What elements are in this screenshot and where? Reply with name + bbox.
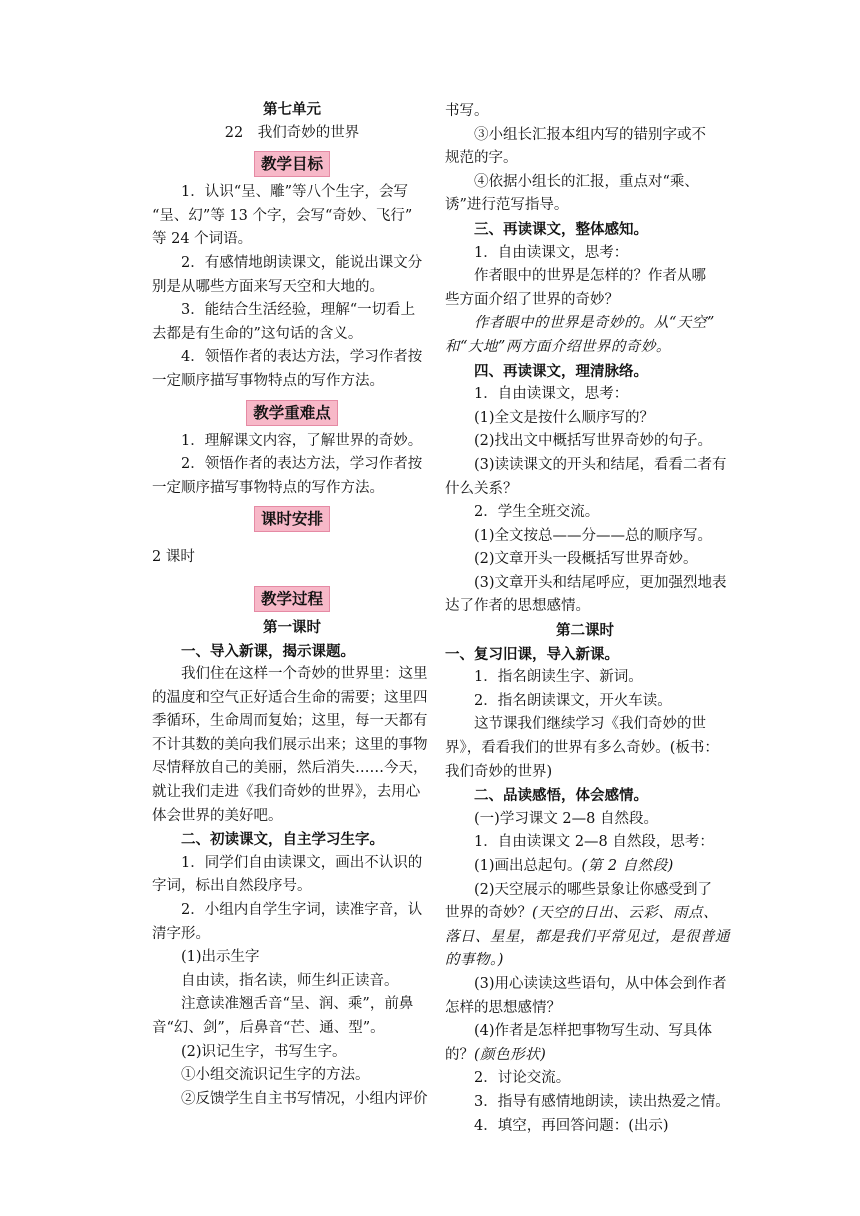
label-process: 教学过程	[254, 586, 330, 612]
text-line: 怎样的思想感情？	[445, 999, 561, 1016]
label-goals: 教学目标	[254, 151, 330, 177]
text-line: 2．讨论交流。	[474, 1070, 571, 1087]
answer-line: 和“大地”两方面介绍世界的奇妙。	[445, 338, 671, 355]
goal-line: 1．认识“呈、雕”等八个生字，会写	[181, 184, 409, 201]
heading-first-read: 二、初读课文，自主学习生字。	[181, 831, 384, 849]
section-label-schedule	[152, 500, 432, 536]
text-line: 1．指名朗读生字、新词。	[474, 669, 643, 686]
text-line: 1．自由读课文 2—8 自然段，思考：	[474, 834, 714, 851]
text-line: ③小组长汇报本组内写的错别字或不	[474, 126, 706, 143]
text-line: (1)全文按总——分——总的顺序写。	[474, 527, 713, 544]
second-lesson-title: 第二课时	[556, 622, 614, 640]
read-line: 2．小组内自学生字词，读准字音，认	[181, 902, 423, 919]
intro-line: 我们住在这样一个奇妙的世界里：这里	[181, 666, 428, 683]
goal-line: 3．能结合生活经验，理解“一切看上	[181, 302, 416, 319]
intro-line: 不计其数的美向我们展示出来；这里的事物	[152, 736, 428, 753]
text-line: 2．学生全班交流。	[474, 504, 600, 521]
read-line: (2)识记生字，书写生字。	[181, 1043, 347, 1060]
text-line: (2)文章开头一段概括写世界奇妙。	[474, 551, 698, 568]
heading-appreciate: 二、品读感悟，体会感情。	[474, 787, 648, 805]
section-label-process	[152, 580, 432, 616]
read-line: 清字形。	[152, 925, 210, 942]
text-line: 些方面介绍了世界的奇妙？	[445, 291, 619, 308]
heading-structure: 四、再读课文，理清脉络。	[474, 362, 648, 380]
answer-text: (天空的日出、云彩、雨点、	[532, 905, 719, 922]
intro-line: 就让我们走进《我们奇妙的世界》，去用心	[152, 784, 421, 801]
text-line: (3)文章开头和结尾呼应，更加强烈地表	[474, 574, 727, 591]
first-lesson-title: 第一课时	[263, 618, 321, 636]
goal-line: 去都是有生命的”这句话的含义。	[152, 325, 363, 342]
heading-overview: 三、再读课文，整体感知。	[474, 220, 648, 238]
text-line: ④依据小组长的汇报，重点对“乘、	[474, 173, 699, 190]
text-line: 2．指名朗读课文，开火车读。	[474, 692, 672, 709]
text-line: 书写。	[445, 103, 489, 119]
intro-line: 季循环，生命周而复始；这里，每一天都有	[152, 713, 428, 730]
answer-text: (第 2 自然段)	[581, 858, 674, 874]
question-text: (1)画出总起句。	[474, 858, 582, 874]
section-label-key	[152, 394, 432, 430]
text-line: 4．填空，再回答问题：(出示)	[474, 1117, 669, 1134]
lesson-title: 22 我们奇妙的世界	[224, 124, 360, 141]
answer-line: 作者眼中的世界是奇妙的。从“天空”	[474, 315, 715, 332]
text-line: (3)读读课文的开头和结尾，看看二者有	[474, 456, 727, 473]
right-column	[445, 100, 730, 1138]
text-line: 3．指导有感情地朗读，读出热爱之情。	[474, 1093, 730, 1110]
text-line: (1)全文是按什么顺序写的？	[474, 409, 655, 426]
intro-line: 尽情释放自己的美丽，然后消失……今天，	[152, 760, 428, 777]
text-line: 我们奇妙的世界)	[445, 763, 553, 780]
key-line: 一定顺序描写事物特点的写作方法。	[152, 479, 384, 496]
read-line: 字词，标出自然段序号。	[152, 878, 312, 895]
text-line: 这节课我们继续学习《我们奇妙的世	[474, 716, 706, 733]
key-line: 1．理解课文内容，了解世界的奇妙。	[181, 432, 423, 449]
read-line: 自由读，指名读，师生纠正读音。	[181, 972, 399, 989]
text-line: 诱”进行范写指导。	[445, 197, 569, 214]
answer-line: 落日、星星，都是我们平常见过，是很普通	[445, 928, 730, 945]
goal-line: 别是从哪些方面来写天空和大地的。	[152, 278, 384, 295]
text-line: 1．自由读课文，思考：	[474, 386, 629, 403]
answer-line: 的事物。)	[445, 952, 504, 969]
question-text: 的？	[445, 1046, 474, 1063]
text-line	[445, 902, 725, 926]
text-line: (2)找出文中概括写世界奇妙的句子。	[474, 433, 713, 450]
goal-line: 一定顺序描写事物特点的写作方法。	[152, 372, 384, 389]
goal-line: 2．有感情地朗读课文，能说出课文分	[181, 254, 423, 271]
key-line: 2．领悟作者的表达方法，学习作者按	[181, 456, 423, 473]
answer-text: (颜色形状)	[474, 1046, 547, 1063]
text-line: 什么关系？	[445, 480, 518, 497]
text-line: (3)用心读读这些语句，从中体会到作者	[474, 975, 727, 992]
text-line: 1．自由读课文，思考：	[474, 244, 629, 261]
intro-line: 体会世界的美好吧。	[152, 807, 283, 824]
read-line: 1．同学们自由读课文，画出不认识的	[181, 854, 423, 871]
text-line	[445, 855, 725, 879]
text-line: 规范的字。	[445, 150, 518, 167]
goal-line: 等 24 个词语。	[152, 231, 253, 248]
question-text: 世界的奇妙？	[445, 905, 532, 922]
text-line: 达了作者的思想感情。	[445, 598, 590, 615]
text-line: 作者眼中的世界是怎样的？作者从哪	[474, 268, 706, 285]
read-line: ②反馈学生自主书写情况，小组内评价	[181, 1090, 428, 1107]
left-column	[152, 98, 432, 1111]
read-line: ①小组交流识记生字的方法。	[181, 1067, 370, 1084]
section-label-goals	[152, 145, 432, 181]
text-line: (一)学习课文 2—8 自然段。	[474, 810, 658, 827]
read-line: 注意读准翘舌音“呈、润、乘”，前鼻	[181, 996, 414, 1013]
label-key: 教学重难点	[246, 400, 338, 426]
text-line: (2)天空展示的哪些景象让你感受到了	[474, 881, 713, 898]
heading-intro: 一、导入新课，揭示课题。	[181, 642, 355, 660]
goal-line: “呈、幻”等 13 个字，会写“奇妙、飞行”	[152, 207, 413, 224]
goal-line: 4．领悟作者的表达方法，学习作者按	[181, 349, 423, 366]
text-line: 界》，看看我们的世界有多么奇妙。(板书：	[445, 740, 719, 757]
text-line	[445, 1044, 725, 1068]
heading-review: 一、复习旧课，导入新课。	[445, 645, 619, 663]
schedule-text: 2 课时	[152, 549, 195, 566]
intro-line: 的温度和空气正好适合生命的需要；这里四	[152, 689, 428, 706]
read-line: (1)出示生字	[181, 949, 260, 966]
unit-title: 第七单元	[263, 101, 321, 118]
text-line: (4)作者是怎样把事物写生动、写具体	[474, 1023, 713, 1040]
read-line: 音“幻、剑”，后鼻音“芒、通、型”。	[152, 1020, 385, 1036]
label-schedule: 课时安排	[254, 506, 330, 532]
